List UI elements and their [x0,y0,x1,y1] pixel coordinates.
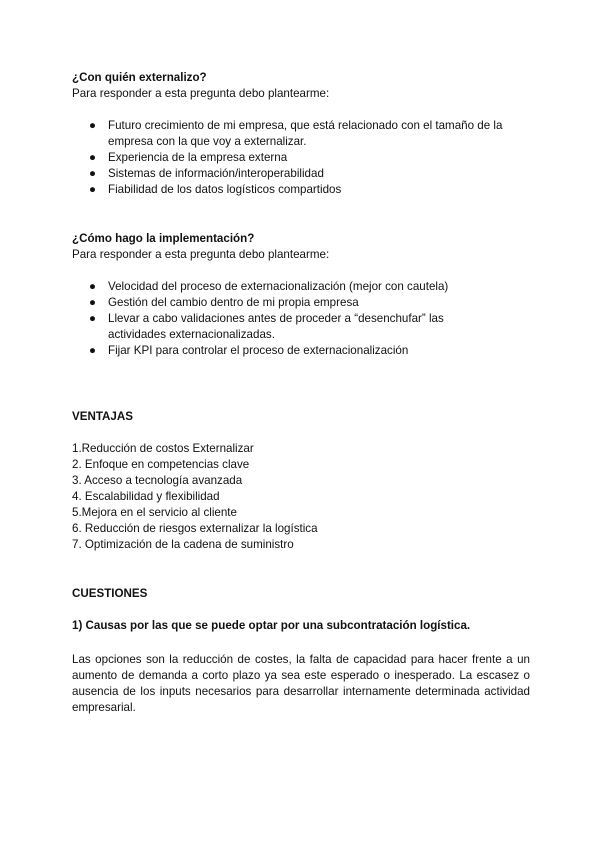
list-item-text: Fiabilidad de los datos logísticos compartidos [108,183,342,196]
list-item: 6. Reducción de riesgos externalizar la logística [72,522,318,535]
section1-bullet-list [72,118,530,198]
list-item-text: Gestión del cambio dentro de mi propia empresa [108,296,359,309]
list-item: 1.Reducción de costos Externalizar [72,442,254,455]
bullet-icon: ● [89,280,97,293]
list-item-text: Llevar a cabo validaciones antes de proceder a “desenchufar” las actividades externacionalizadas. [108,312,444,341]
list-item [72,295,530,311]
list-item [72,166,530,182]
section2-intro: Para responder a esta pregunta debo plantearme: [72,248,330,261]
list-item [72,118,530,150]
list-item: 3. Acceso a tecnología avanzada [72,474,243,487]
section2-bullet-list [72,279,530,359]
list-item [72,311,530,343]
bullet-icon: ● [89,296,97,309]
bullet-icon: ● [89,312,97,325]
section2-title: ¿Cómo hago la implementación? [72,232,255,245]
ventajas-title: VENTAJAS [72,410,133,423]
question-heading: 1) Causas por las que se puede optar por una subcontratación logística. [72,619,471,632]
cuestiones-title: CUESTIONES [72,587,148,600]
bullet-icon: ● [89,183,97,196]
ventajas-list [72,441,530,553]
answer-paragraph: Las opciones son la reducción de costes, la falta de capacidad para hacer frente a un aumento de demanda a corto plazo ya sea este esperado o inesperado. La escasez o ausencia de los inputs necesarios para desarrollar internamente determinada actividad empresarial. [72,653,530,714]
section1-intro: Para responder a esta pregunta debo plantearme: [72,87,330,100]
bullet-icon: ● [89,119,97,132]
list-item [72,150,530,166]
bullet-icon: ● [89,167,97,180]
list-item: 4. Escalabilidad y flexibilidad [72,490,220,503]
list-item: 2. Enfoque en competencias clave [72,458,250,471]
bullet-icon: ● [89,344,97,357]
list-item-text: Velocidad del proceso de externacionalización (mejor con cautela) [108,280,449,293]
list-item: 7. Optimización de la cadena de suministro [72,538,294,551]
bullet-icon: ● [89,151,97,164]
document-page [72,70,530,716]
list-item-text: Fijar KPI para controlar el proceso de externacionalización [108,344,409,357]
list-item [72,182,530,198]
section1-title: ¿Con quién externalizo? [72,71,207,84]
list-item: 5.Mejora en el servicio al cliente [72,506,237,519]
list-item-text: Sistemas de información/interoperabilidad [108,167,324,180]
list-item [72,343,530,359]
list-item [72,279,530,295]
list-item-text: Futuro crecimiento de mi empresa, que está relacionado con el tamaño de la empresa con la que voy a externalizar. [108,119,503,148]
list-item-text: Experiencia de la empresa externa [108,151,288,164]
